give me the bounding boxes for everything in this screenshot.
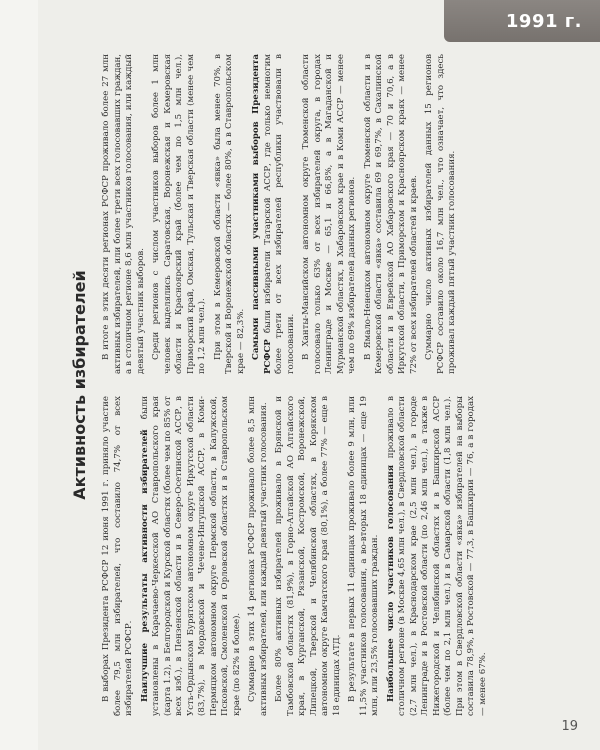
paragraph: Более 80% активных избирателей проживало в Брянской и Тамбовской областях (81,9%), в Горно-Алтайской АО Алтайского края, в Курганской, Рязанской, Костромской, Воронежской, Липецкой, Тверской и Челябинской областях, в Корякском автономном округе Камчатского края (80,1%), а более 77% — еще в 18 единицах АТД. [274, 396, 342, 716]
year-tab [444, 0, 600, 42]
article-title: Активность избирателей [70, 270, 89, 500]
paragraph: Среди регионов с числом участников выборов более 1 млн человек выделялись Саратовская, Воронежская и Кемеровская области и Красноярский край (более чем по 1,5 млн чел.), Приморский край, Омская, Тульская и Тверская области (менее чем по 1,2 млн чел.). [151, 54, 208, 374]
paragraph: Суммарно число активных избирателей данных 15 регионов РСФСР составило около 16,7 млн чел., что означает, что здесь проживал каждый пятый участник голосования. [424, 54, 458, 374]
bold-lead: Самыми пассивными участниками выборов Президента РСФСР [251, 54, 273, 374]
paragraph: В выборах Президента РСФСР 12 июня 1991 г. приняло участие более 79,5 млн избирателей, что составило 74,7% от всех избирателей РСФСР. [101, 396, 135, 716]
paragraph: Наибольшее число участников голосования проживало в столичном регионе (в Москве 4,65 млн чел.), в Свердловской области (2,7 млн чел.), в Краснодарском крае (2,5 млн чел.), в городе Ленинграде и в Ростовской области (по 2,46 млн чел.), а также в Нижегородской и Челябинской областях и в Башкирской АССР (более чем по 2,1 млн чел.) и в Самарской области (1,8 млн чел.). При этом в Свердловской области «явка» избирателей на выборы составила 78,9%, в Ростовской — 77,3, в Башкирии — 76, а в городах — менее 67%. [385, 396, 488, 716]
paragraph: При этом в Кемеровской области «явка» была менее 70%, в Тверской и Воронежской областях — более 80%, а в Ставропольском крае — 82,3%. [212, 54, 246, 374]
year-label: 1991 г. [505, 10, 582, 32]
page-margin [0, 0, 38, 750]
article-body [64, 40, 584, 730]
paragraph: Наилучшие результаты активности избирателей были установлены в Карачаево-Черкесской АО Ставропольского края (карта 1.2), в Белгородской и Курской областях (более чем по 85% от всех изб.), в Пензенской области и в Северо-Осетинской АССР, в Усть-Ордынском Бурятском автономном округе Иркутской области (83,7%), в Мордовской и Чечено-Ингушской АССР, в Коми-Пермяцком автономном округе Пермской области, в Калужской, Псковской, Смоленской и Орловской областях и в Ставропольском крае (по 82% и более). [139, 396, 242, 716]
paragraph: В Ямало-Ненецком автономном округе Тюменской области и в Кемеровской области «явка» составила 69 и 69,7%, в Сахалинской области и в Еврейской АО Хабаровского края — 70 и 70,6, а в Иркутской области, в Приморском и Красноярском краях — менее 72% от всех избирателей областей и краев. [362, 54, 419, 374]
right-column [101, 54, 494, 374]
text-columns [101, 54, 494, 716]
rotated-page-content [64, 40, 584, 730]
bold-lead: Наилучшие результаты активности избирателей [139, 429, 150, 702]
page-number: 19 [561, 719, 578, 734]
paragraph: Суммарно в этих 14 регионах РСФСР проживало более 8,5 млн активных избирателей, или каждый девятый участник голосования. [247, 396, 269, 716]
bold-lead: Наибольшее число участников голосования [385, 464, 396, 702]
paragraph: В результате в первых 11 единицах проживало более 9 млн, или 11,5% участников голосования, а во-вторых 18 единицах — еще 19 млн, или 23,5% голосовавших граждан. [347, 396, 381, 716]
paragraph: В Ханты-Мансийском автономном округе Тюменской области голосовало только 63% от всех избирателей округа, в городах Ленинграде и Москве — 65,1 и 66,8%, а в Магаданской и Мурманской областях, в Хабаровском крае и в Коми АССР — менее чем по 69% избирателей данных регионов. [301, 54, 358, 374]
left-column [101, 396, 494, 716]
paragraph: Самыми пассивными участниками выборов Президента РСФСР были избиратели Татарской АССР, где только немногим более трети от всех избирателей республики участвовали в голосовании. [251, 54, 296, 374]
paragraph: В итоге в этих десяти регионах РСФСР проживало более 27 млн активных избирателей, или более трети всех голосовавших граждан, а в столичном регионе 8,6 млн участников голосования, или каждый девятый участник выборов. [101, 54, 146, 374]
